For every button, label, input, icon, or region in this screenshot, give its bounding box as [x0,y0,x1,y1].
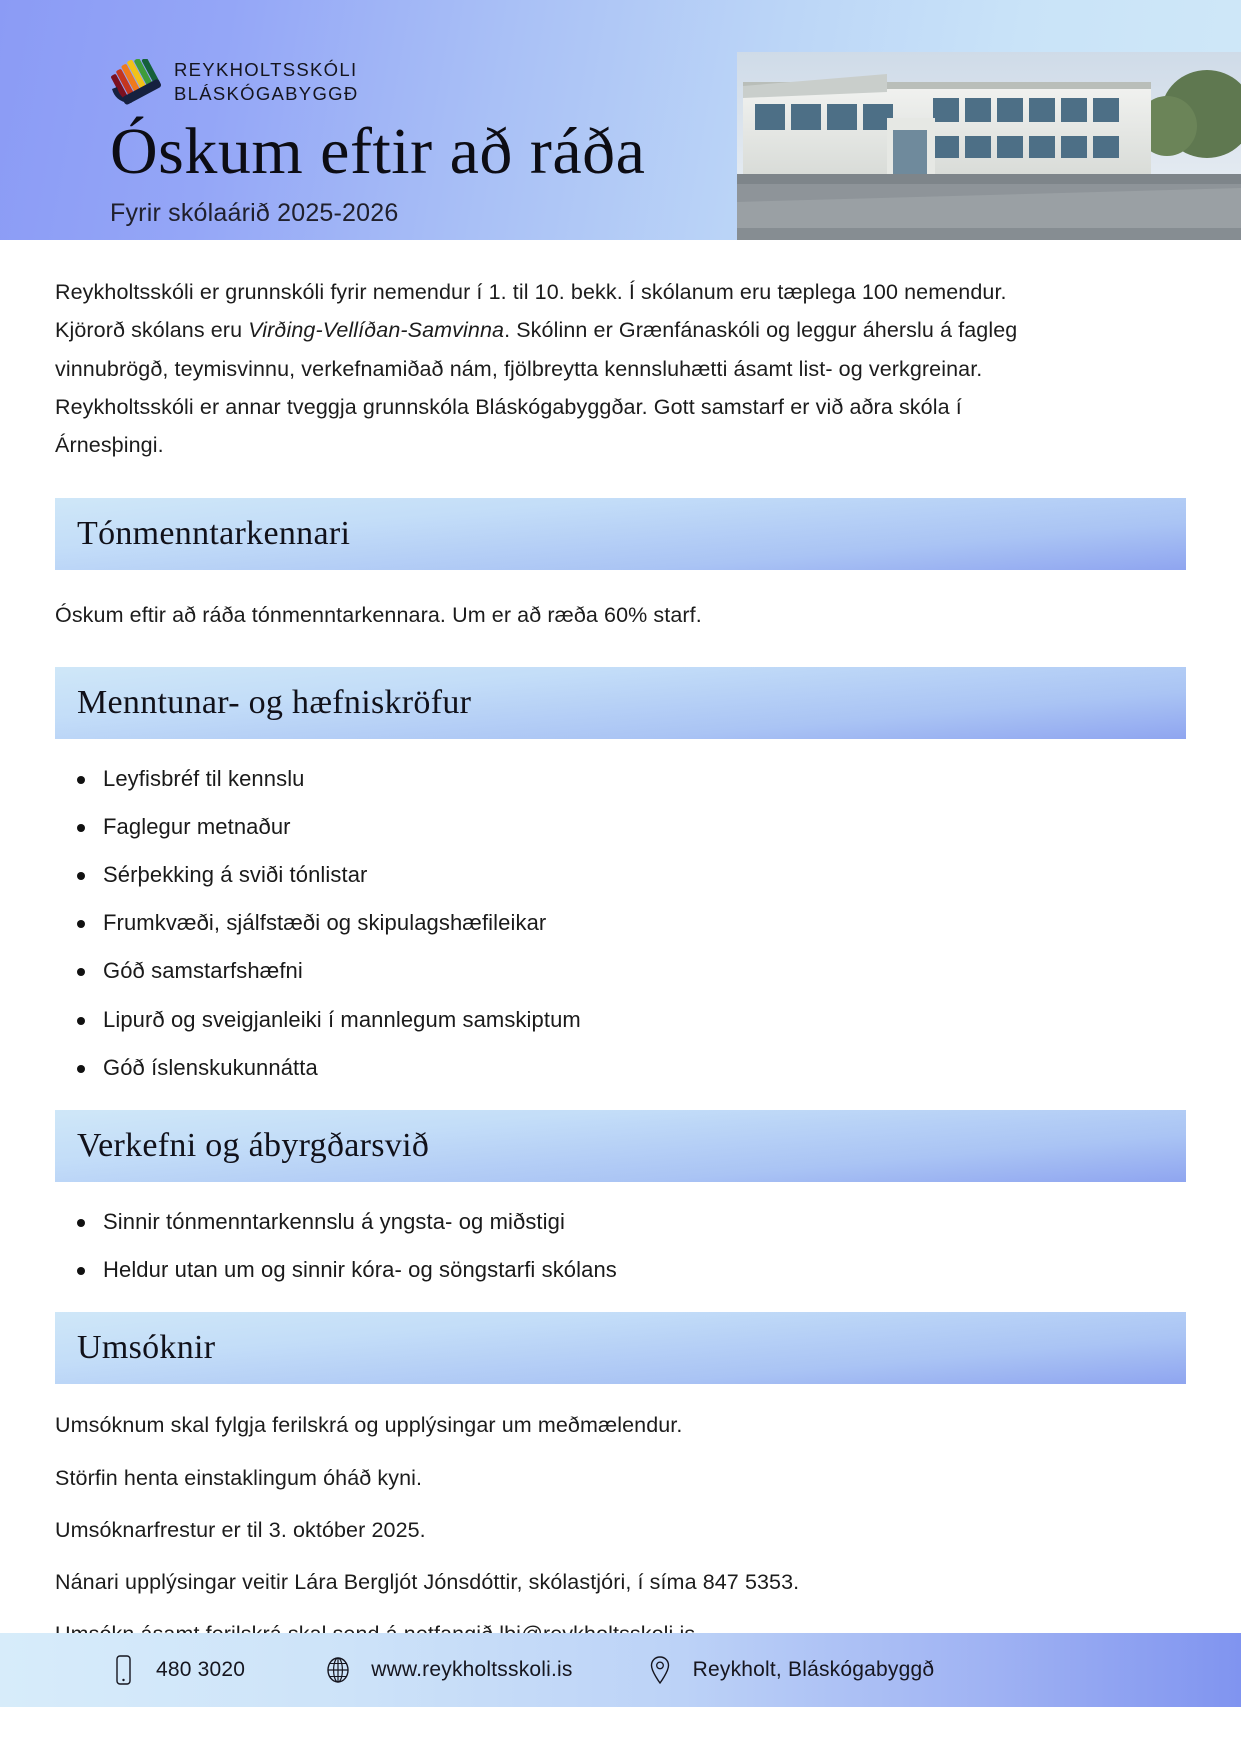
globe-icon [323,1653,353,1687]
website-url: www.reykholtsskoli.is [371,1658,573,1681]
list-item: Góð samstarfshæfni [55,959,1186,983]
footer-website [323,1653,572,1687]
section-header-requirements [55,667,1186,739]
brand-lockup [110,0,750,105]
leaf-fan-logo-icon [110,59,162,105]
application-line: Störfin henta einstaklingum óháð kyni. [55,1465,423,1490]
section-title-applications: Umsóknir [77,1329,216,1367]
section-title-requirements: Menntunar- og hæfniskröfur [77,683,472,721]
list-item: Frumkvæði, sjálfstæði og skipulagshæfileikar [55,911,1186,935]
page-subtitle: Fyrir skólaárið 2025-2026 [110,199,399,228]
list-item: Sinnir tónmenntarkennslu á yngsta- og miðstigi [55,1210,1186,1234]
list-item: Faglegur metnaður [55,815,1186,839]
list-item: Lipurð og sveigjanleiki í mannlegum samskiptum [55,1008,1186,1032]
section-header-applications [55,1312,1186,1384]
footer-location [645,1653,935,1687]
list-item: Góð íslenskukunnátta [55,1056,1186,1080]
page-footer [0,1633,1241,1707]
duties-list [55,1210,1186,1282]
application-line: Umsóknarfrestur er til 3. október 2025. [55,1517,426,1542]
content-area [0,273,1241,1650]
section-header-duties [55,1110,1186,1182]
list-item: Sérþekking á sviði tónlistar [55,863,1186,887]
map-pin-icon [645,1653,675,1687]
page-title: Óskum eftir að ráða [110,115,646,189]
phone-number: 480 3020 [156,1658,246,1681]
list-item: Heldur utan um og sinnir kóra- og söngstarfi skólans [55,1258,1186,1282]
brand-line-2: BLÁSKÓGABYGGÐ [174,82,359,104]
section-title-duties: Verkefni og ábyrgðarsvið [77,1127,430,1165]
job-description: Óskum eftir að ráða tónmenntarkennara. Um er að ræða 60% starf. [55,603,702,628]
application-line: Nánari upplýsingar veitir Lára Bergljót Jónsdóttir, skólastjóri, í síma 847 5353. [55,1569,800,1594]
section-header-job [55,498,1186,570]
mobile-phone-icon [108,1653,138,1687]
brand-name [174,58,358,105]
requirements-list [55,767,1186,1080]
intro-part-1: Reykholtsskóli er grunnskóli fyrir nemendur í 1. til 10. bekk. Í skólanum eru tæplega 100 nemendur. Kjörorð skólans eru [55,280,1007,343]
school-building-photo [737,52,1241,240]
section-title-job: Tónmenntarkennari [77,515,351,553]
list-item: Leyfisbréf til kennslu [55,767,1186,791]
application-details [55,1410,1186,1650]
footer-phone [108,1653,245,1687]
school-motto: Virðing-Vellíðan-Samvinna [248,318,505,343]
page-header [0,0,1241,240]
application-line: Umsóknum skal fylgja ferilskrá og upplýsingar um meðmælendur. [55,1413,683,1438]
brand-line-1: REYKHOLTSSKÓLI [174,59,358,80]
intro-paragraph [55,273,1070,464]
intro-part-2: . Skólinn er Grænfánaskóli og leggur áherslu á fagleg vinnubrögð, teymisvinnu, verkefnamiðað nám, fjölbreytta kennsluhætti ásamt list- og verkgreinar. Reykholtsskóli er annar tveggja grunnskóla Bláskógabyggðar. Gott samstarf er við aðra skóla í Árnesþingi. [55,318,1018,458]
location-text: Reykholt, Bláskógabyggð [692,1658,935,1681]
